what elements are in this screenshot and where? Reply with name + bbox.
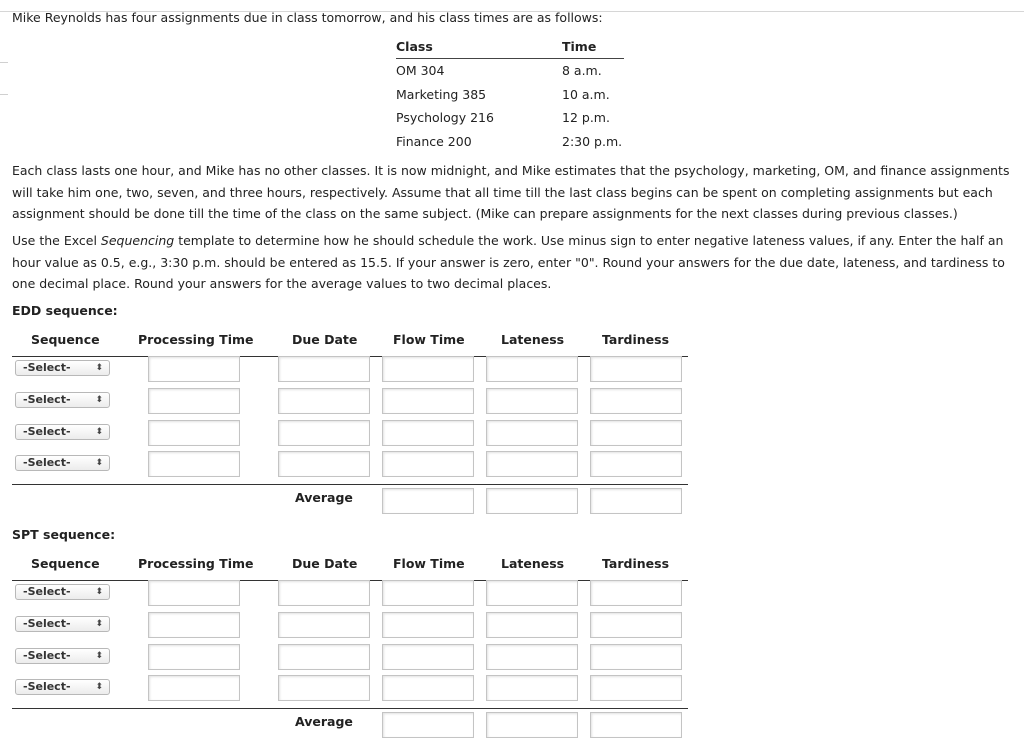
spt-flow-time-input[interactable] [382, 675, 474, 701]
spt-due-date-input[interactable] [278, 675, 370, 701]
edd-sequence-select[interactable] [15, 424, 110, 440]
edd-header-flow-time: Flow Time [393, 332, 465, 347]
select-value: -Select- [23, 393, 71, 406]
column-header-time: Time [562, 39, 624, 59]
spt-processing-time-input[interactable] [148, 580, 240, 606]
class-time: 2:30 p.m. [562, 133, 623, 149]
select-value: -Select- [23, 649, 71, 662]
spt-header-flow-time: Flow Time [393, 556, 465, 571]
edd-sequence-select[interactable] [15, 360, 110, 376]
intro-text: Mike Reynolds has four assignments due in class tomorrow, and his class times are as follows: [12, 10, 603, 25]
select-value: -Select- [23, 361, 71, 374]
edd-header-lateness: Lateness [501, 332, 565, 347]
spt-average-lateness-input[interactable] [486, 712, 578, 738]
class-time: 10 a.m. [562, 86, 610, 102]
edd-answer-grid [12, 332, 688, 520]
edd-flow-time-input[interactable] [382, 451, 474, 477]
select-value: -Select- [23, 425, 71, 438]
select-value: -Select- [23, 680, 71, 693]
template-name: Sequencing [100, 233, 175, 248]
edd-processing-time-input[interactable] [148, 388, 240, 414]
class-name: Finance 200 [396, 133, 472, 149]
spt-average-tardiness-input[interactable] [590, 712, 682, 738]
select-value: -Select- [23, 617, 71, 630]
table-row [396, 106, 624, 130]
spt-header-processing-time: Processing Time [138, 556, 254, 571]
table-header-row [396, 39, 624, 59]
edd-processing-time-input[interactable] [148, 356, 240, 382]
spt-processing-time-input[interactable] [148, 675, 240, 701]
updown-arrow-icon: ⬍ [95, 587, 103, 597]
class-time: 8 a.m. [562, 63, 602, 79]
spt-due-date-input[interactable] [278, 580, 370, 606]
edd-header-processing-time: Processing Time [138, 332, 254, 347]
spt-sequence-select[interactable] [15, 584, 110, 600]
spt-lateness-input[interactable] [486, 580, 578, 606]
spt-sequence-select[interactable] [15, 616, 110, 632]
table-row [396, 83, 624, 107]
edd-due-date-input[interactable] [278, 420, 370, 446]
updown-arrow-icon: ⬍ [95, 395, 103, 405]
updown-arrow-icon: ⬍ [95, 458, 103, 468]
spt-header-sequence: Sequence [31, 556, 100, 571]
left-edge-tick [0, 62, 8, 63]
edd-rows-divider [12, 484, 688, 485]
instructions-pre: Use the Excel [12, 233, 101, 248]
spt-header-lateness: Lateness [501, 556, 565, 571]
spt-tardiness-input[interactable] [590, 612, 682, 638]
edd-flow-time-input[interactable] [382, 356, 474, 382]
updown-arrow-icon: ⬍ [95, 682, 103, 692]
edd-lateness-input[interactable] [486, 451, 578, 477]
class-times-table [396, 39, 624, 153]
spt-tardiness-input[interactable] [590, 675, 682, 701]
edd-average-tardiness-input[interactable] [590, 488, 682, 514]
spt-header-tardiness: Tardiness [602, 556, 670, 571]
edd-due-date-input[interactable] [278, 356, 370, 382]
edd-flow-time-input[interactable] [382, 420, 474, 446]
class-name: OM 304 [396, 63, 445, 79]
updown-arrow-icon: ⬍ [95, 651, 103, 661]
edd-processing-time-input[interactable] [148, 420, 240, 446]
table-row [396, 130, 624, 154]
edd-lateness-input[interactable] [486, 388, 578, 414]
column-header-class: Class [396, 39, 562, 59]
left-edge-tick [0, 94, 8, 95]
edd-tardiness-input[interactable] [590, 356, 682, 382]
edd-due-date-input[interactable] [278, 388, 370, 414]
edd-tardiness-input[interactable] [590, 420, 682, 446]
spt-tardiness-input[interactable] [590, 580, 682, 606]
spt-due-date-input[interactable] [278, 612, 370, 638]
spt-answer-grid [12, 556, 688, 739]
spt-processing-time-input[interactable] [148, 612, 240, 638]
instructions-post: template to determine how he should schedule the work. Use minus sign to enter negative lateness values, if any. Enter the half an hour value as 0.5, e.g., 3:30 p.m. should be entered as 15.5. If your answer is zero, enter "0". Round your answers for the due date, lateness, and tardiness to one decimal place. Round your answers for the average values to two decimal places. [12, 233, 1005, 291]
edd-lateness-input[interactable] [486, 420, 578, 446]
edd-header-tardiness: Tardiness [602, 332, 670, 347]
problem-description: Each class lasts one hour, and Mike has no other classes. It is now midnight, and Mike estimates that the psychology, marketing, OM, and finance assignments will take him one, two, seven, and three hours, respectively. Assume that all time till the last class begins can be spent on completing assignments but each assignment should be done till the time of the class on the same subject. (Mike can prepare assignments for the next classes during previous classes.) [12, 163, 1010, 221]
spt-average-flow-time-input[interactable] [382, 712, 474, 738]
class-name: Psychology 216 [396, 110, 494, 126]
edd-average-lateness-input[interactable] [486, 488, 578, 514]
edd-due-date-input[interactable] [278, 451, 370, 477]
spt-lateness-input[interactable] [486, 644, 578, 670]
spt-average-label: Average [295, 714, 353, 729]
spt-flow-time-input[interactable] [382, 644, 474, 670]
edd-lateness-input[interactable] [486, 356, 578, 382]
select-value: -Select- [23, 585, 71, 598]
spt-processing-time-input[interactable] [148, 644, 240, 670]
class-name: Marketing 385 [396, 86, 487, 102]
spt-due-date-input[interactable] [278, 644, 370, 670]
spt-rows-divider [12, 708, 688, 709]
edd-flow-time-input[interactable] [382, 388, 474, 414]
edd-average-flow-time-input[interactable] [382, 488, 474, 514]
edd-header-sequence: Sequence [31, 332, 100, 347]
spt-header-due-date: Due Date [292, 556, 358, 571]
spt-heading: SPT sequence: [12, 527, 116, 542]
edd-header-due-date: Due Date [292, 332, 358, 347]
edd-heading: EDD sequence: [12, 303, 118, 318]
class-time: 12 p.m. [562, 110, 610, 126]
spt-flow-time-input[interactable] [382, 612, 474, 638]
updown-arrow-icon: ⬍ [95, 619, 103, 629]
edd-average-label: Average [295, 490, 353, 505]
spt-sequence-select[interactable] [15, 679, 110, 695]
edd-processing-time-input[interactable] [148, 451, 240, 477]
table-row [396, 59, 624, 83]
spt-flow-time-input[interactable] [382, 580, 474, 606]
instructions [12, 230, 1012, 295]
select-value: -Select- [23, 456, 71, 469]
updown-arrow-icon: ⬍ [95, 427, 103, 437]
edd-tardiness-input[interactable] [590, 451, 682, 477]
spt-lateness-input[interactable] [486, 675, 578, 701]
edd-sequence-select[interactable] [15, 455, 110, 471]
spt-lateness-input[interactable] [486, 612, 578, 638]
updown-arrow-icon: ⬍ [95, 363, 103, 373]
spt-sequence-select[interactable] [15, 648, 110, 664]
spt-tardiness-input[interactable] [590, 644, 682, 670]
edd-sequence-select[interactable] [15, 392, 110, 408]
edd-tardiness-input[interactable] [590, 388, 682, 414]
